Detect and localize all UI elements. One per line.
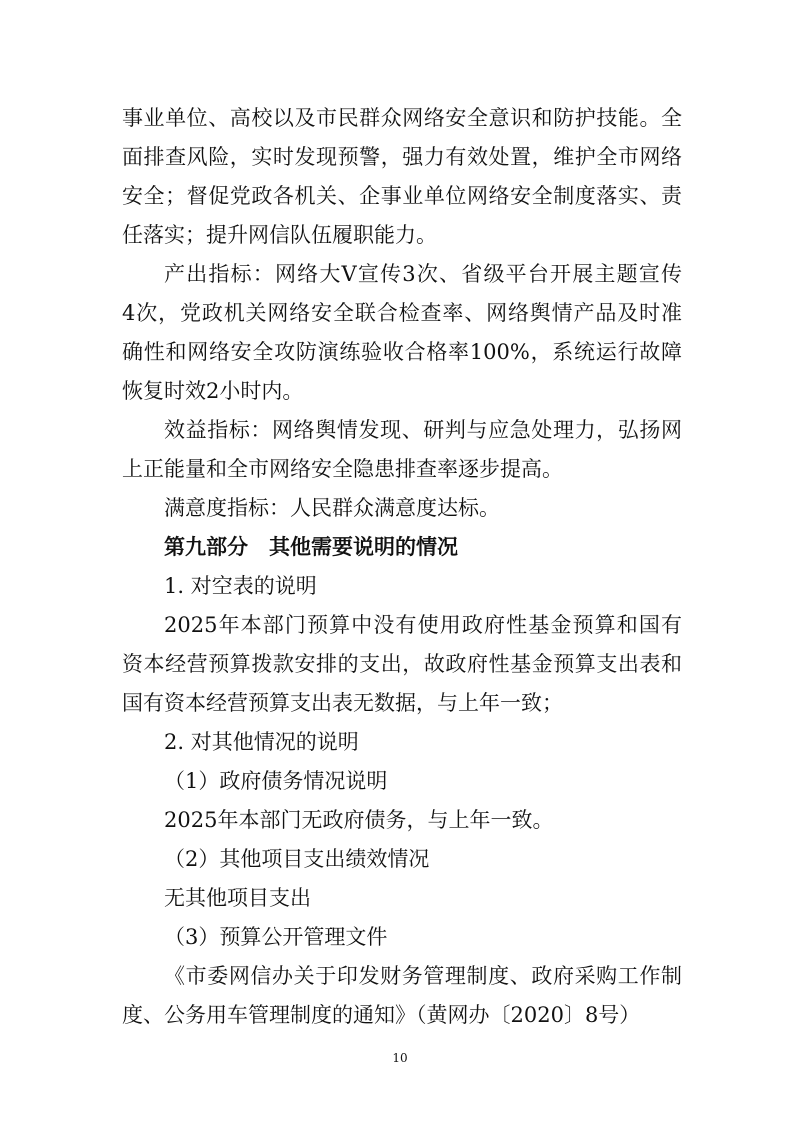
- paragraph-line: 任落实；提升网信队伍履职能力。: [122, 223, 437, 247]
- paragraph-line: 确性和网络安全攻防演练验收合格率100%，系统运行故障: [122, 340, 682, 364]
- subheading: 1. 对空表的说明: [164, 574, 317, 598]
- subheading: （3）预算公开管理文件: [164, 925, 388, 949]
- subheading: 2. 对其他情况的说明: [164, 730, 359, 754]
- paragraph-line: 4次，党政机关网络安全联合检查率、网络舆情产品及时准: [122, 301, 682, 325]
- paragraph-line: 2025年本部门预算中没有使用政府性基金预算和国有: [164, 613, 682, 637]
- paragraph-line: 事业单位、高校以及市民群众网络安全意识和防护技能。全: [122, 106, 682, 130]
- paragraph-line: 上正能量和全市网络安全隐患排查率逐步提高。: [122, 457, 563, 481]
- subheading: （2）其他项目支出绩效情况: [164, 847, 430, 871]
- satisfaction-indicator-line: 满意度指标：人民群众满意度达标。: [164, 496, 500, 520]
- page-number: 10: [392, 1051, 408, 1065]
- subheading: （1）政府债务情况说明: [164, 769, 388, 793]
- paragraph-line: 安全；督促党政各机关、企事业单位网络安全制度落实、责: [122, 184, 682, 208]
- paragraph-line: 面排查风险，实时发现预警，强力有效处置，维护全市网络: [122, 145, 682, 169]
- paragraph-line: 国有资本经营预算支出表无数据，与上年一致；: [122, 691, 563, 715]
- paragraph-line: 资本经营预算拨款安排的支出，故政府性基金预算支出表和: [122, 652, 682, 676]
- paragraph-line: 度、公务用车管理制度的通知》（黄网办〔2020〕8号）: [122, 1003, 641, 1027]
- paragraph-line: 《市委网信办关于印发财务管理制度、政府采购工作制: [164, 964, 682, 988]
- output-indicator-line: 产出指标：网络大V宣传3次、省级平台开展主题宣传: [164, 262, 682, 286]
- paragraph-line: 无其他项目支出: [164, 886, 311, 910]
- benefit-indicator-line: 效益指标：网络舆情发现、研判与应急处理力，弘扬网: [164, 418, 682, 442]
- paragraph-line: 恢复时效2小时内。: [122, 379, 304, 403]
- section-heading: 第九部分 其他需要说明的情况: [164, 535, 458, 559]
- paragraph-line: 2025年本部门无政府债务，与上年一致。: [164, 808, 554, 832]
